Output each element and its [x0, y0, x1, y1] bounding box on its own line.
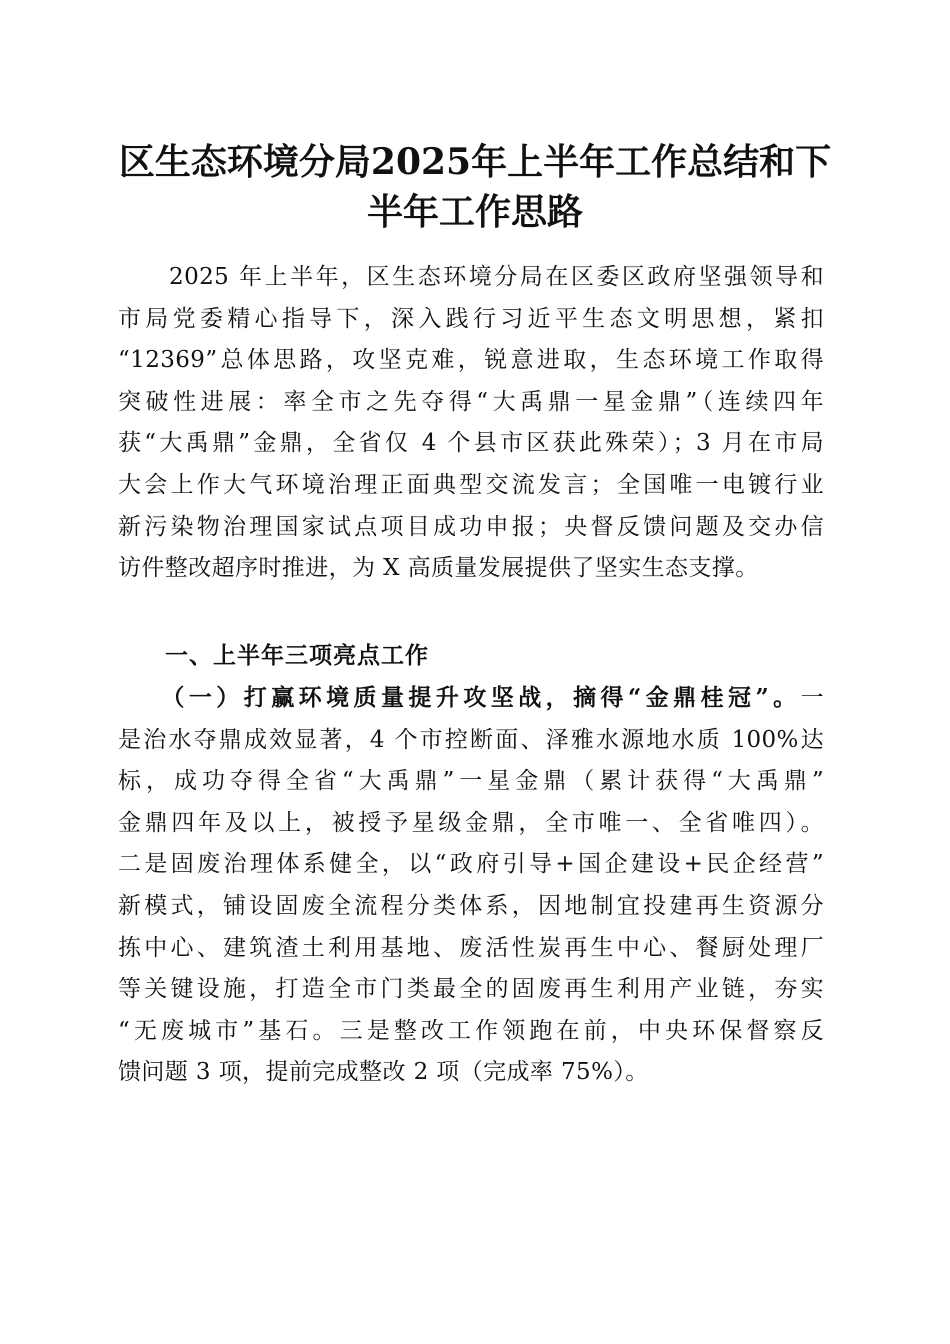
paragraph-lead-rest: 一: [800, 685, 824, 711]
section-paragraph: [118, 677, 824, 1094]
paragraph-line: “无废城市”基石。三是整改工作领跑在前，中央环保督察反: [118, 1017, 824, 1044]
paragraph-line: 等关键设施，打造全市门类最全的固废再生利用产业链，夯实: [118, 976, 824, 1003]
paragraph-line: 拣中心、建筑渣土利用基地、废活性炭再生中心、餐厨处理厂: [118, 934, 824, 961]
intro-line: 新污染物治理国家试点项目成功申报；央督反馈问题及交办信: [118, 513, 824, 540]
intro-line: 大会上作大气环境治理正面典型交流发言；全国唯一电镀行业: [118, 471, 824, 498]
intro-line: 获“大禹鼎”金鼎，全省仅 4 个县市区获此殊荣）；3 月在市局: [118, 430, 824, 457]
document-title: [100, 137, 850, 237]
section-heading: 一、上半年三项亮点工作: [165, 643, 429, 669]
intro-paragraph: [118, 257, 824, 590]
intro-line: 突破性进展：率全市之先夺得“大禹鼎一星金鼎”（连续四年: [118, 388, 824, 415]
paragraph-line: 金鼎四年及以上，被授予星级金鼎，全市唯一、全省唯四）。: [118, 809, 824, 836]
title-line-1: 区生态环境分局2025年上半年工作总结和下: [118, 141, 832, 183]
intro-line: 市局党委精心指导下，深入践行习近平生态文明思想，紧扣: [118, 305, 824, 332]
intro-line: 访件整改超序时推进，为 X 高质量发展提供了坚实生态支撑。: [118, 555, 759, 582]
intro-line: “12369”总体思路，攻坚克难，锐意进取，生态环境工作取得: [118, 347, 824, 374]
paragraph-first-line: [118, 677, 824, 720]
intro-line: 2025 年上半年，区生态环境分局在区委区政府坚强领导和: [118, 264, 824, 290]
paragraph-line: 是治水夺鼎成效显著，4 个市控断面、泽雅水源地水质 100%达: [118, 726, 824, 753]
paragraph-lead: （一）打赢环境质量提升攻坚战，摘得“金鼎桂冠”。: [172, 684, 801, 711]
paragraph-line: 新模式，铺设固废全流程分类体系，因地制宜投建再生资源分: [118, 892, 824, 919]
paragraph-line: 标，成功夺得全省“大禹鼎”一星金鼎（累计获得“大禹鼎”: [118, 768, 824, 795]
paragraph-line: 二是固废治理体系健全，以“政府引导+国企建设+民企经营”: [118, 851, 824, 878]
title-line-2: 半年工作思路: [366, 191, 583, 233]
paragraph-line: 馈问题 3 项，提前完成整改 2 项（完成率 75%）。: [118, 1059, 649, 1086]
